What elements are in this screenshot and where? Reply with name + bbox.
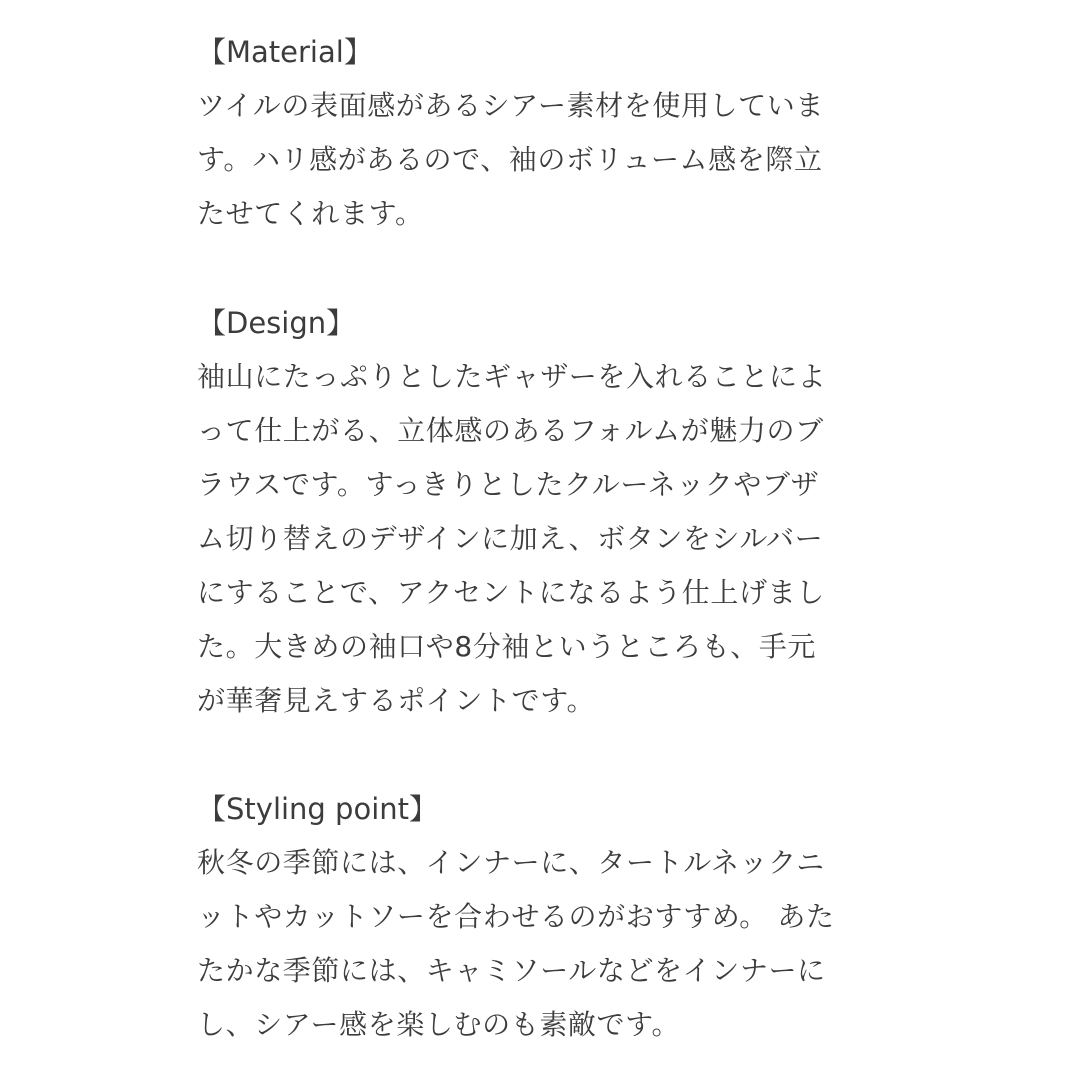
- styling-line: 秋冬の季節には、インナーに、タートルネックニ: [197, 846, 825, 879]
- material-line: ツイルの表面感があるシアー素材を使用していま: [197, 89, 824, 122]
- design-line: 袖山にたっぷりとしたギャザーを入れることによ: [197, 360, 827, 393]
- design-line: にすることで、アクセントになるよう仕上げまし: [197, 576, 825, 609]
- design-section: [197, 296, 897, 728]
- design-line: た。大きめの袖口や8分袖というところも、手元: [197, 630, 817, 663]
- material-line: たせてくれます。: [197, 197, 424, 230]
- design-heading: 【Design】: [197, 306, 356, 340]
- design-line: って仕上がる、立体感のあるフォルムが魅力のブ: [197, 414, 824, 447]
- styling-heading: 【Styling point】: [197, 792, 439, 826]
- material-heading: 【Material】: [197, 35, 373, 69]
- styling-section: [197, 782, 897, 1052]
- styling-line: し、シアー感を楽しむのも素敵です。: [197, 1008, 681, 1041]
- design-line: ラウスです。すっきりとしたクルーネックやブザ: [197, 468, 820, 501]
- material-line: す。ハリ感があるので、袖のボリューム感を際立: [197, 143, 823, 176]
- design-line: ム切り替えのデザインに加え、ボタンをシルバー: [197, 522, 824, 555]
- styling-line: ットやカットソーを合わせるのがおすすめ。 あた: [197, 900, 835, 933]
- styling-line: たかな季節には、キャミソールなどをインナーに: [197, 954, 826, 987]
- material-section: [197, 25, 897, 241]
- design-line: が華奢見えするポイントです。: [197, 684, 596, 717]
